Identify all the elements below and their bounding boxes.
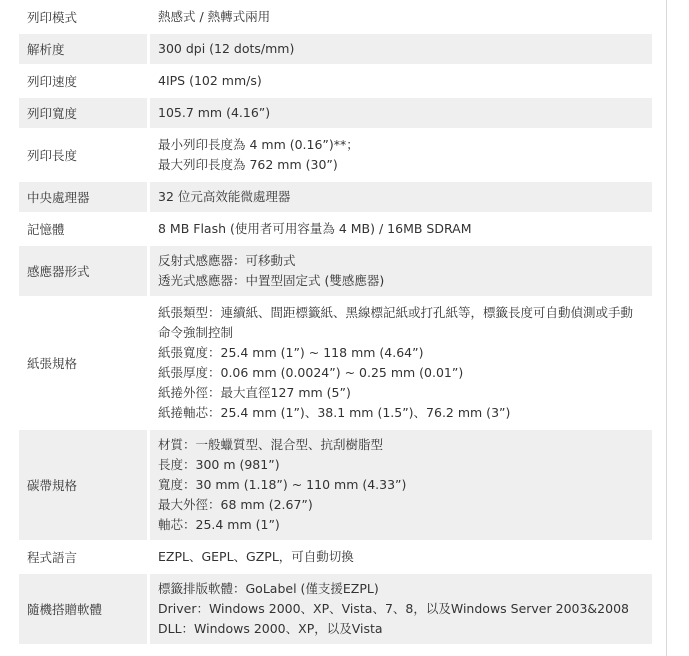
spec-label: 列印寬度 [19,98,147,128]
spec-value [150,214,652,244]
spec-value-line: 紙張類型：連續紙、間距標籤紙、黑線標記紙或打孔紙等，標籤長度可自動偵測或手動命令強制控制 [158,305,634,340]
spec-row [19,214,652,244]
spec-value [150,130,652,180]
spec-value [150,2,652,32]
spec-label: 紙張規格 [19,298,147,428]
page-right-border [666,0,667,656]
spec-value-line: 105.7 mm (4.16”) [158,105,271,120]
spec-value-line: DLL：Windows 2000、XP，以及Vista [158,621,383,636]
spec-row [19,2,652,32]
spec-value [150,246,652,296]
spec-value-line: 最小列印長度為 4 mm (0.16”)**； [158,137,359,152]
spec-value-line: 紙捲外徑：最大直徑127 mm (5”) [158,385,351,400]
spec-value-line: 32 位元高效能微處理器 [158,189,291,204]
spec-value-line: 最大列印長度為 762 mm (30”) [158,157,338,172]
spec-value-line: 長度：300 m (981”) [158,457,280,472]
spec-label: 程式語言 [19,542,147,572]
spec-row [19,430,652,540]
spec-label: 記憶體 [19,214,147,244]
spec-value [150,298,652,428]
spec-value-line: 紙張厚度：0.06 mm (0.0024”) ~ 0.25 mm (0.01”) [158,365,464,380]
spec-value [150,430,652,540]
spec-value-line: 熱感式 / 熱轉式兩用 [158,9,271,24]
spec-value-line: 寬度：30 mm (1.18”) ~ 110 mm (4.33”) [158,477,407,492]
spec-row [19,182,652,212]
spec-value-line: 紙張寬度：25.4 mm (1”) ~ 118 mm (4.64”) [158,345,424,360]
spec-row [19,298,652,428]
spec-value-line: 材質：一般蠟質型、混合型、抗刮樹脂型 [158,437,384,452]
spec-row [19,574,652,644]
spec-value-line: 4IPS (102 mm/s) [158,73,262,88]
spec-value [150,98,652,128]
spec-value-line: Driver：Windows 2000、XP、Vista、7、8，以及Windows Server 2003&2008 [158,601,629,616]
spec-value-line: 300 dpi (12 dots/mm) [158,41,295,56]
spec-row [19,542,652,572]
spec-label: 列印長度 [19,130,147,180]
spec-value-line: 反射式感應器：可移動式 [158,253,296,268]
spec-table-body [19,2,652,644]
spec-value [150,66,652,96]
spec-row [19,246,652,296]
spec-label: 解析度 [19,34,147,64]
spec-row [19,130,652,180]
spec-label: 列印模式 [19,2,147,32]
spec-label: 碳帶規格 [19,430,147,540]
spec-label: 中央處理器 [19,182,147,212]
spec-value-line: 軸芯：25.4 mm (1”) [158,517,280,532]
spec-label: 列印速度 [19,66,147,96]
spec-value-line: 最大外徑：68 mm (2.67”) [158,497,313,512]
spec-value-line: 透光式感應器：中置型固定式 (雙感應器) [158,273,385,288]
spec-value [150,34,652,64]
spec-label: 隨機搭贈軟體 [19,574,147,644]
spec-value-line: 紙捲軸芯：25.4 mm (1”)、38.1 mm (1.5”)、76.2 mm (3”) [158,405,511,420]
spec-label: 感應器形式 [19,246,147,296]
spec-value-line: 8 MB Flash (使用者可用容量為 4 MB) / 16MB SDRAM [158,221,472,236]
spec-row [19,34,652,64]
spec-table [19,0,652,646]
spec-value-line: EZPL、GEPL、GZPL，可自動切換 [158,549,354,564]
spec-value [150,182,652,212]
spec-value [150,542,652,572]
spec-value [150,574,652,644]
spec-value-line: 標籤排版軟體：GoLabel (僅支援EZPL) [158,581,379,596]
spec-row [19,66,652,96]
spec-row [19,98,652,128]
